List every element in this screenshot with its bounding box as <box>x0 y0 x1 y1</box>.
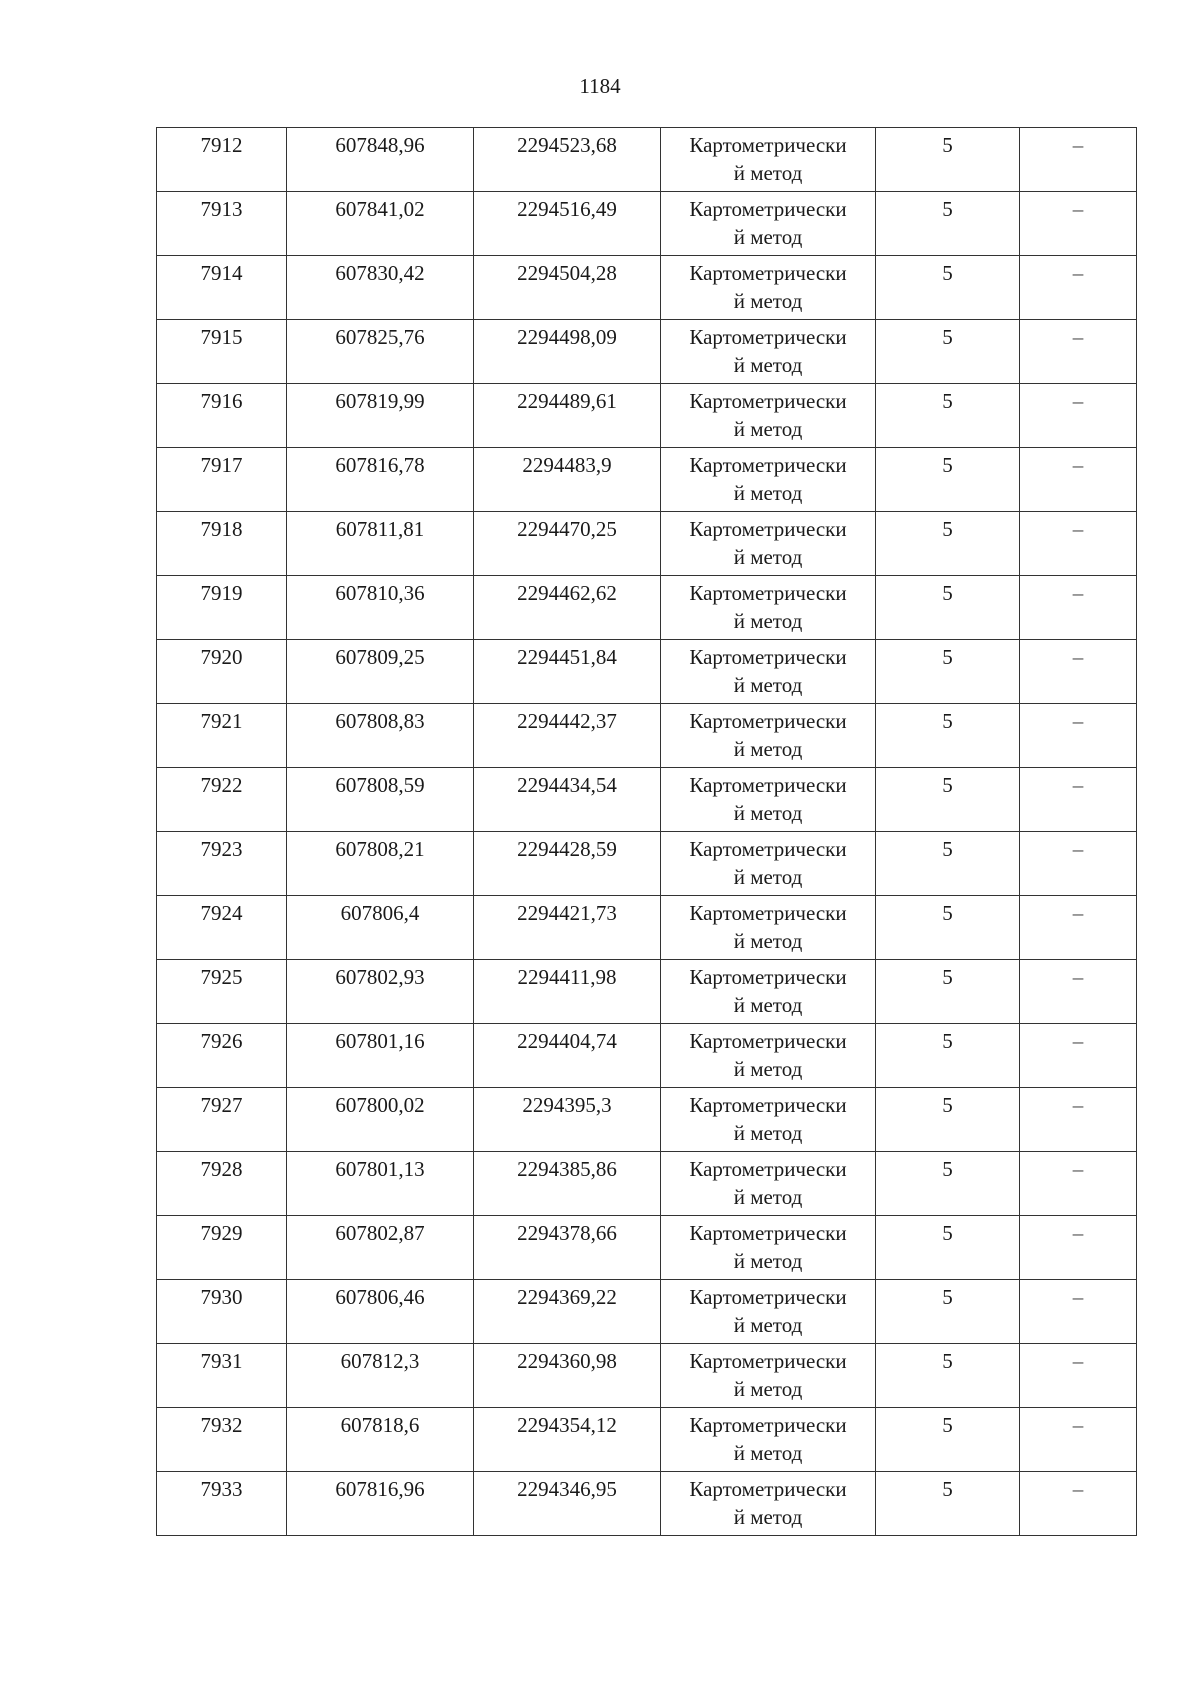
method-line1: Картометрически <box>689 133 847 157</box>
method-line2: й метод <box>733 417 803 441</box>
point-number-cell: 7932 <box>157 1408 287 1472</box>
coordinates-table <box>156 127 1137 1536</box>
x-coordinate-cell: 607810,36 <box>287 576 474 640</box>
y-coordinate-cell: 2294498,09 <box>474 320 661 384</box>
accuracy-cell: 5 <box>876 768 1020 832</box>
y-coordinate-cell: 2294428,59 <box>474 832 661 896</box>
note-cell: – <box>1020 128 1137 192</box>
y-coordinate-cell: 2294523,68 <box>474 128 661 192</box>
y-coordinate-cell: 2294395,3 <box>474 1088 661 1152</box>
x-coordinate-cell: 607812,3 <box>287 1344 474 1408</box>
x-coordinate-cell: 607818,6 <box>287 1408 474 1472</box>
note-cell: – <box>1020 640 1137 704</box>
method-cell <box>661 1472 876 1536</box>
y-coordinate-cell: 2294378,66 <box>474 1216 661 1280</box>
y-coordinate-cell: 2294462,62 <box>474 576 661 640</box>
accuracy-cell: 5 <box>876 1216 1020 1280</box>
method-line1: Картометрически <box>689 1285 847 1309</box>
method-line2: й метод <box>733 1505 803 1529</box>
accuracy-cell: 5 <box>876 256 1020 320</box>
accuracy-cell: 5 <box>876 576 1020 640</box>
y-coordinate-cell: 2294385,86 <box>474 1152 661 1216</box>
point-number-cell: 7933 <box>157 1472 287 1536</box>
method-line1: Картометрически <box>689 645 847 669</box>
y-coordinate-cell: 2294434,54 <box>474 768 661 832</box>
y-coordinate-cell: 2294483,9 <box>474 448 661 512</box>
accuracy-cell: 5 <box>876 1472 1020 1536</box>
method-line1: Картометрически <box>689 1413 847 1437</box>
method-cell <box>661 576 876 640</box>
note-cell: – <box>1020 1216 1137 1280</box>
method-line1: Картометрически <box>689 965 847 989</box>
method-line1: Картометрически <box>689 1477 847 1501</box>
method-line2: й метод <box>733 1185 803 1209</box>
method-cell <box>661 512 876 576</box>
point-number-cell: 7925 <box>157 960 287 1024</box>
table-row <box>157 512 1137 576</box>
method-line2: й метод <box>733 481 803 505</box>
method-cell <box>661 768 876 832</box>
method-line1: Картометрически <box>689 453 847 477</box>
point-number-cell: 7928 <box>157 1152 287 1216</box>
x-coordinate-cell: 607808,83 <box>287 704 474 768</box>
accuracy-cell: 5 <box>876 1024 1020 1088</box>
accuracy-cell: 5 <box>876 1152 1020 1216</box>
point-number-cell: 7914 <box>157 256 287 320</box>
method-line1: Картометрически <box>689 709 847 733</box>
x-coordinate-cell: 607808,21 <box>287 832 474 896</box>
method-cell <box>661 640 876 704</box>
method-line2: й метод <box>733 545 803 569</box>
note-cell: – <box>1020 448 1137 512</box>
y-coordinate-cell: 2294421,73 <box>474 896 661 960</box>
accuracy-cell: 5 <box>876 384 1020 448</box>
method-line1: Картометрически <box>689 325 847 349</box>
x-coordinate-cell: 607830,42 <box>287 256 474 320</box>
x-coordinate-cell: 607806,46 <box>287 1280 474 1344</box>
table-row <box>157 1088 1137 1152</box>
method-cell <box>661 1024 876 1088</box>
note-cell: – <box>1020 832 1137 896</box>
accuracy-cell: 5 <box>876 832 1020 896</box>
x-coordinate-cell: 607808,59 <box>287 768 474 832</box>
point-number-cell: 7927 <box>157 1088 287 1152</box>
y-coordinate-cell: 2294404,74 <box>474 1024 661 1088</box>
point-number-cell: 7924 <box>157 896 287 960</box>
y-coordinate-cell: 2294346,95 <box>474 1472 661 1536</box>
method-line2: й метод <box>733 1121 803 1145</box>
method-cell <box>661 1088 876 1152</box>
method-line2: й метод <box>733 161 803 185</box>
accuracy-cell: 5 <box>876 192 1020 256</box>
method-line1: Картометрически <box>689 773 847 797</box>
y-coordinate-cell: 2294489,61 <box>474 384 661 448</box>
method-cell <box>661 896 876 960</box>
table-row <box>157 1344 1137 1408</box>
method-line2: й метод <box>733 865 803 889</box>
note-cell: – <box>1020 576 1137 640</box>
table-row <box>157 768 1137 832</box>
note-cell: – <box>1020 256 1137 320</box>
table-row <box>157 384 1137 448</box>
method-line2: й метод <box>733 353 803 377</box>
note-cell: – <box>1020 320 1137 384</box>
note-cell: – <box>1020 192 1137 256</box>
accuracy-cell: 5 <box>876 512 1020 576</box>
method-line2: й метод <box>733 1313 803 1337</box>
accuracy-cell: 5 <box>876 704 1020 768</box>
method-cell <box>661 1280 876 1344</box>
y-coordinate-cell: 2294369,22 <box>474 1280 661 1344</box>
method-line1: Картометрически <box>689 581 847 605</box>
method-cell <box>661 384 876 448</box>
point-number-cell: 7921 <box>157 704 287 768</box>
table-row <box>157 1472 1137 1536</box>
point-number-cell: 7912 <box>157 128 287 192</box>
accuracy-cell: 5 <box>876 320 1020 384</box>
method-line2: й метод <box>733 801 803 825</box>
point-number-cell: 7918 <box>157 512 287 576</box>
table-row <box>157 1216 1137 1280</box>
y-coordinate-cell: 2294470,25 <box>474 512 661 576</box>
accuracy-cell: 5 <box>876 1280 1020 1344</box>
note-cell: – <box>1020 1088 1137 1152</box>
x-coordinate-cell: 607800,02 <box>287 1088 474 1152</box>
method-line2: й метод <box>733 1249 803 1273</box>
x-coordinate-cell: 607841,02 <box>287 192 474 256</box>
accuracy-cell: 5 <box>876 448 1020 512</box>
x-coordinate-cell: 607802,87 <box>287 1216 474 1280</box>
method-line2: й метод <box>733 1377 803 1401</box>
note-cell: – <box>1020 1024 1137 1088</box>
method-line1: Картометрически <box>689 1221 847 1245</box>
method-cell <box>661 1216 876 1280</box>
note-cell: – <box>1020 1152 1137 1216</box>
method-line2: й метод <box>733 289 803 313</box>
point-number-cell: 7919 <box>157 576 287 640</box>
method-cell <box>661 1152 876 1216</box>
method-cell <box>661 192 876 256</box>
y-coordinate-cell: 2294442,37 <box>474 704 661 768</box>
method-line1: Картометрически <box>689 389 847 413</box>
table-row <box>157 960 1137 1024</box>
point-number-cell: 7929 <box>157 1216 287 1280</box>
method-cell <box>661 1408 876 1472</box>
method-line1: Картометрически <box>689 517 847 541</box>
method-cell <box>661 704 876 768</box>
method-line1: Картометрически <box>689 1349 847 1373</box>
table-row <box>157 128 1137 192</box>
table-row <box>157 1408 1137 1472</box>
accuracy-cell: 5 <box>876 1408 1020 1472</box>
accuracy-cell: 5 <box>876 896 1020 960</box>
method-line2: й метод <box>733 1057 803 1081</box>
table-row <box>157 1024 1137 1088</box>
note-cell: – <box>1020 704 1137 768</box>
table-row <box>157 704 1137 768</box>
x-coordinate-cell: 607816,96 <box>287 1472 474 1536</box>
method-line1: Картометрически <box>689 197 847 221</box>
x-coordinate-cell: 607806,4 <box>287 896 474 960</box>
table-row <box>157 192 1137 256</box>
y-coordinate-cell: 2294516,49 <box>474 192 661 256</box>
y-coordinate-cell: 2294504,28 <box>474 256 661 320</box>
method-line2: й метод <box>733 993 803 1017</box>
method-line2: й метод <box>733 929 803 953</box>
method-cell <box>661 832 876 896</box>
table-row <box>157 448 1137 512</box>
method-line2: й метод <box>733 609 803 633</box>
point-number-cell: 7920 <box>157 640 287 704</box>
table-row <box>157 1280 1137 1344</box>
point-number-cell: 7913 <box>157 192 287 256</box>
method-cell <box>661 320 876 384</box>
accuracy-cell: 5 <box>876 128 1020 192</box>
x-coordinate-cell: 607848,96 <box>287 128 474 192</box>
note-cell: – <box>1020 1472 1137 1536</box>
point-number-cell: 7926 <box>157 1024 287 1088</box>
x-coordinate-cell: 607801,13 <box>287 1152 474 1216</box>
accuracy-cell: 5 <box>876 1344 1020 1408</box>
page-number: 1184 <box>579 74 621 98</box>
method-line1: Картометрически <box>689 1157 847 1181</box>
method-line1: Картометрически <box>689 901 847 925</box>
x-coordinate-cell: 607816,78 <box>287 448 474 512</box>
point-number-cell: 7923 <box>157 832 287 896</box>
table-row <box>157 576 1137 640</box>
note-cell: – <box>1020 1408 1137 1472</box>
table-row <box>157 640 1137 704</box>
method-line2: й метод <box>733 673 803 697</box>
method-line2: й метод <box>733 1441 803 1465</box>
note-cell: – <box>1020 512 1137 576</box>
method-cell <box>661 128 876 192</box>
method-line2: й метод <box>733 225 803 249</box>
note-cell: – <box>1020 1280 1137 1344</box>
x-coordinate-cell: 607811,81 <box>287 512 474 576</box>
point-number-cell: 7931 <box>157 1344 287 1408</box>
method-cell <box>661 1344 876 1408</box>
method-cell <box>661 960 876 1024</box>
point-number-cell: 7922 <box>157 768 287 832</box>
method-line1: Картометрически <box>689 261 847 285</box>
table-row <box>157 256 1137 320</box>
accuracy-cell: 5 <box>876 960 1020 1024</box>
method-cell <box>661 448 876 512</box>
method-line1: Картометрически <box>689 1093 847 1117</box>
x-coordinate-cell: 607801,16 <box>287 1024 474 1088</box>
point-number-cell: 7915 <box>157 320 287 384</box>
note-cell: – <box>1020 896 1137 960</box>
note-cell: – <box>1020 960 1137 1024</box>
accuracy-cell: 5 <box>876 640 1020 704</box>
table-body <box>157 128 1137 1536</box>
method-line1: Картометрически <box>689 1029 847 1053</box>
method-line2: й метод <box>733 737 803 761</box>
y-coordinate-cell: 2294451,84 <box>474 640 661 704</box>
x-coordinate-cell: 607825,76 <box>287 320 474 384</box>
table-row <box>157 832 1137 896</box>
table-row <box>157 1152 1137 1216</box>
table-row <box>157 896 1137 960</box>
accuracy-cell: 5 <box>876 1088 1020 1152</box>
x-coordinate-cell: 607819,99 <box>287 384 474 448</box>
note-cell: – <box>1020 384 1137 448</box>
method-cell <box>661 256 876 320</box>
x-coordinate-cell: 607809,25 <box>287 640 474 704</box>
x-coordinate-cell: 607802,93 <box>287 960 474 1024</box>
y-coordinate-cell: 2294354,12 <box>474 1408 661 1472</box>
note-cell: – <box>1020 768 1137 832</box>
point-number-cell: 7916 <box>157 384 287 448</box>
point-number-cell: 7930 <box>157 1280 287 1344</box>
method-line1: Картометрически <box>689 837 847 861</box>
note-cell: – <box>1020 1344 1137 1408</box>
y-coordinate-cell: 2294411,98 <box>474 960 661 1024</box>
y-coordinate-cell: 2294360,98 <box>474 1344 661 1408</box>
point-number-cell: 7917 <box>157 448 287 512</box>
table-row <box>157 320 1137 384</box>
